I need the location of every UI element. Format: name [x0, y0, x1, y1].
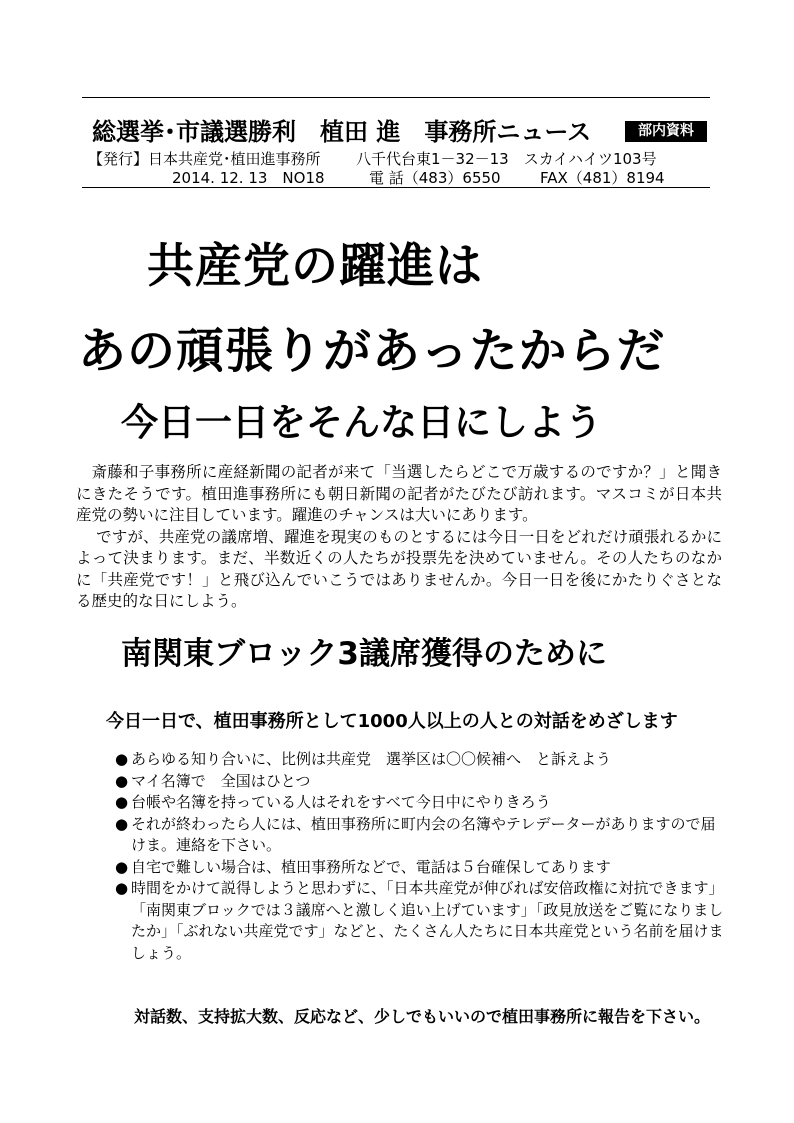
newsletter-title: 総選挙･市議選勝利 植田 進 事務所ニュース: [92, 118, 592, 146]
issue-date-number: 2014. 12. 13 NO18: [172, 169, 325, 187]
article-paragraph: 斎藤和子事務所に産経新聞の記者が来て「当選したらどこで万歳するのですか？」と聞きにきたそうです。植田進事務所にも朝日新聞の記者がたびたび訪れます。マスコミが日本共産党の勢いに注目しています。躍進のチャンスは大いにあります。: [76, 463, 722, 524]
list-item: ● マイ名簿で 全国はひとつ: [115, 771, 725, 793]
list-item: ● 台帳や名簿を持っている人はそれをすべて今日中にやりきろう: [115, 792, 725, 814]
internal-document-badge: 部内資料: [625, 121, 707, 142]
article-paragraph: ですが、共産党の議席増、躍進を現実のものとするには今日一日をどれだけ頑張れるかによって決まります。まだ、半数近くの人たちが投票先を決めていません。その人たちのなかに「共産党です！」と飛び込んでいこうではありませんか。今日一日を後にかたりぐさとなる歴史的な日にしよう。: [76, 527, 722, 610]
section-goal: 今日一日で、植田事務所として1000人以上の人との対話をめざします: [106, 711, 678, 732]
bullet-icon: ●: [115, 814, 129, 833]
publisher: 【発行】日本共産党･植田進事務所: [88, 150, 321, 168]
list-item: ● あらゆる知り合いに、比例は共産党 選挙区は〇〇候補へ と訴えよう: [115, 749, 725, 771]
report-request: 対話数、支持拡大数、反応など、少しでもいいので植田事務所に報告を下さい。: [134, 1007, 711, 1026]
phone-number: 電 話（483）6550: [369, 169, 501, 187]
address: 八千代台東1－32－13 スカイハイツ103号: [356, 150, 657, 168]
bullet-icon: ●: [115, 793, 129, 811]
headline-subtitle: 今日一日をそんな日にしよう: [121, 401, 602, 444]
action-list: [115, 749, 725, 964]
bullet-icon: ●: [115, 857, 129, 876]
list-item: ● 時間をかけて説得しようと思わずに、「日本共産党が伸びれば安倍政権に対抗できます」「南関東ブロックでは３議席へと激しく追い上げています」「政見放送をご覧になりましたか」「ぶれない共産党です」などと、たくさん人たちに日本共産党という名前を届けましょう。: [115, 879, 724, 962]
article-body: [76, 462, 722, 613]
section-title: 南関東ブロック3議席獲得のために: [121, 636, 607, 672]
header-bottom-rule: [82, 187, 710, 188]
bullet-icon: ●: [115, 750, 129, 768]
list-item: ● それが終わったら人には、植田事務所に町内会の名簿やテレデーターがありますので届けま。連絡を下さい。: [115, 814, 716, 854]
fax-number: FAX（481）8194: [540, 169, 665, 187]
headline-line-1: 共産党の躍進は: [147, 239, 483, 294]
header-top-rule: [82, 97, 710, 98]
headline-line-2: あの頑張りがあったからだ: [78, 323, 666, 379]
bullet-icon: ●: [115, 771, 129, 790]
bullet-icon: ●: [115, 879, 129, 897]
list-item: ● 自宅で難しい場合は、植田事務所などで、電話は５台確保してあります: [115, 857, 725, 879]
